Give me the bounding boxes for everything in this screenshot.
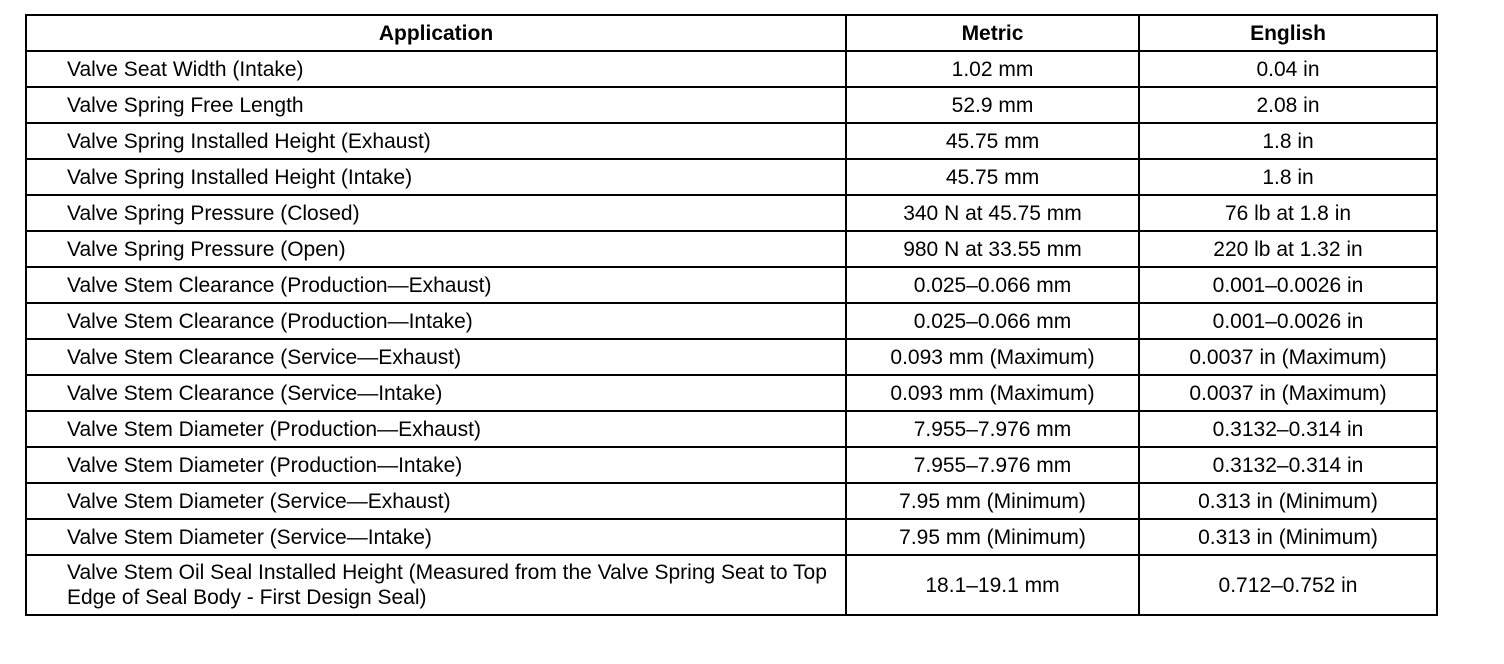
metric-cell: 45.75 mm — [846, 159, 1139, 195]
metric-cell: 340 N at 45.75 mm — [846, 195, 1139, 231]
english-cell: 1.8 in — [1139, 123, 1437, 159]
metric-cell: 0.093 mm (Maximum) — [846, 375, 1139, 411]
metric-cell: 0.093 mm (Maximum) — [846, 339, 1139, 375]
application-cell: Valve Stem Clearance (Production—Exhaust) — [26, 267, 846, 303]
english-cell: 0.001–0.0026 in — [1139, 303, 1437, 339]
table-header-row — [26, 15, 1437, 51]
table-row — [26, 303, 1437, 339]
english-cell: 76 lb at 1.8 in — [1139, 195, 1437, 231]
table-row — [26, 483, 1437, 519]
metric-cell: 0.025–0.066 mm — [846, 267, 1139, 303]
metric-cell: 7.955–7.976 mm — [846, 447, 1139, 483]
application-cell: Valve Stem Oil Seal Installed Height (Measured from the Valve Spring Seat to Top Edge of Seal Body - First Design Seal) — [26, 555, 846, 615]
english-cell: 0.3132–0.314 in — [1139, 411, 1437, 447]
application-cell: Valve Stem Diameter (Production—Intake) — [26, 447, 846, 483]
metric-cell: 7.955–7.976 mm — [846, 411, 1139, 447]
english-cell: 0.3132–0.314 in — [1139, 447, 1437, 483]
application-cell: Valve Seat Width (Intake) — [26, 51, 846, 87]
table-row — [26, 195, 1437, 231]
metric-cell: 7.95 mm (Minimum) — [846, 519, 1139, 555]
application-cell: Valve Stem Clearance (Service—Intake) — [26, 375, 846, 411]
english-cell: 0.04 in — [1139, 51, 1437, 87]
table-row — [26, 555, 1437, 615]
english-cell: 220 lb at 1.32 in — [1139, 231, 1437, 267]
valve-specifications-table — [25, 14, 1438, 616]
header-english: English — [1139, 15, 1437, 51]
table-row — [26, 267, 1437, 303]
english-cell: 0.313 in (Minimum) — [1139, 519, 1437, 555]
english-cell: 1.8 in — [1139, 159, 1437, 195]
application-cell: Valve Stem Diameter (Production—Exhaust) — [26, 411, 846, 447]
table-row — [26, 231, 1437, 267]
application-cell: Valve Stem Diameter (Service—Intake) — [26, 519, 846, 555]
table-row — [26, 159, 1437, 195]
english-cell: 0.313 in (Minimum) — [1139, 483, 1437, 519]
english-cell: 0.0037 in (Maximum) — [1139, 339, 1437, 375]
table-row — [26, 123, 1437, 159]
english-cell: 0.0037 in (Maximum) — [1139, 375, 1437, 411]
header-metric: Metric — [846, 15, 1139, 51]
english-cell: 0.001–0.0026 in — [1139, 267, 1437, 303]
english-cell: 0.712–0.752 in — [1139, 555, 1437, 615]
english-cell: 2.08 in — [1139, 87, 1437, 123]
metric-cell: 7.95 mm (Minimum) — [846, 483, 1139, 519]
application-cell: Valve Spring Installed Height (Exhaust) — [26, 123, 846, 159]
application-cell: Valve Stem Clearance (Service—Exhaust) — [26, 339, 846, 375]
application-cell: Valve Spring Installed Height (Intake) — [26, 159, 846, 195]
application-cell: Valve Spring Pressure (Open) — [26, 231, 846, 267]
metric-cell: 18.1–19.1 mm — [846, 555, 1139, 615]
metric-cell: 1.02 mm — [846, 51, 1139, 87]
header-application: Application — [26, 15, 846, 51]
table-row — [26, 519, 1437, 555]
application-cell: Valve Stem Diameter (Service—Exhaust) — [26, 483, 846, 519]
metric-cell: 45.75 mm — [846, 123, 1139, 159]
table-row — [26, 87, 1437, 123]
application-cell: Valve Stem Clearance (Production—Intake) — [26, 303, 846, 339]
metric-cell: 0.025–0.066 mm — [846, 303, 1139, 339]
metric-cell: 980 N at 33.55 mm — [846, 231, 1139, 267]
application-cell: Valve Spring Pressure (Closed) — [26, 195, 846, 231]
table-row — [26, 411, 1437, 447]
table-row — [26, 51, 1437, 87]
table-row — [26, 447, 1437, 483]
metric-cell: 52.9 mm — [846, 87, 1139, 123]
application-cell: Valve Spring Free Length — [26, 87, 846, 123]
table-row — [26, 375, 1437, 411]
table-row — [26, 339, 1437, 375]
